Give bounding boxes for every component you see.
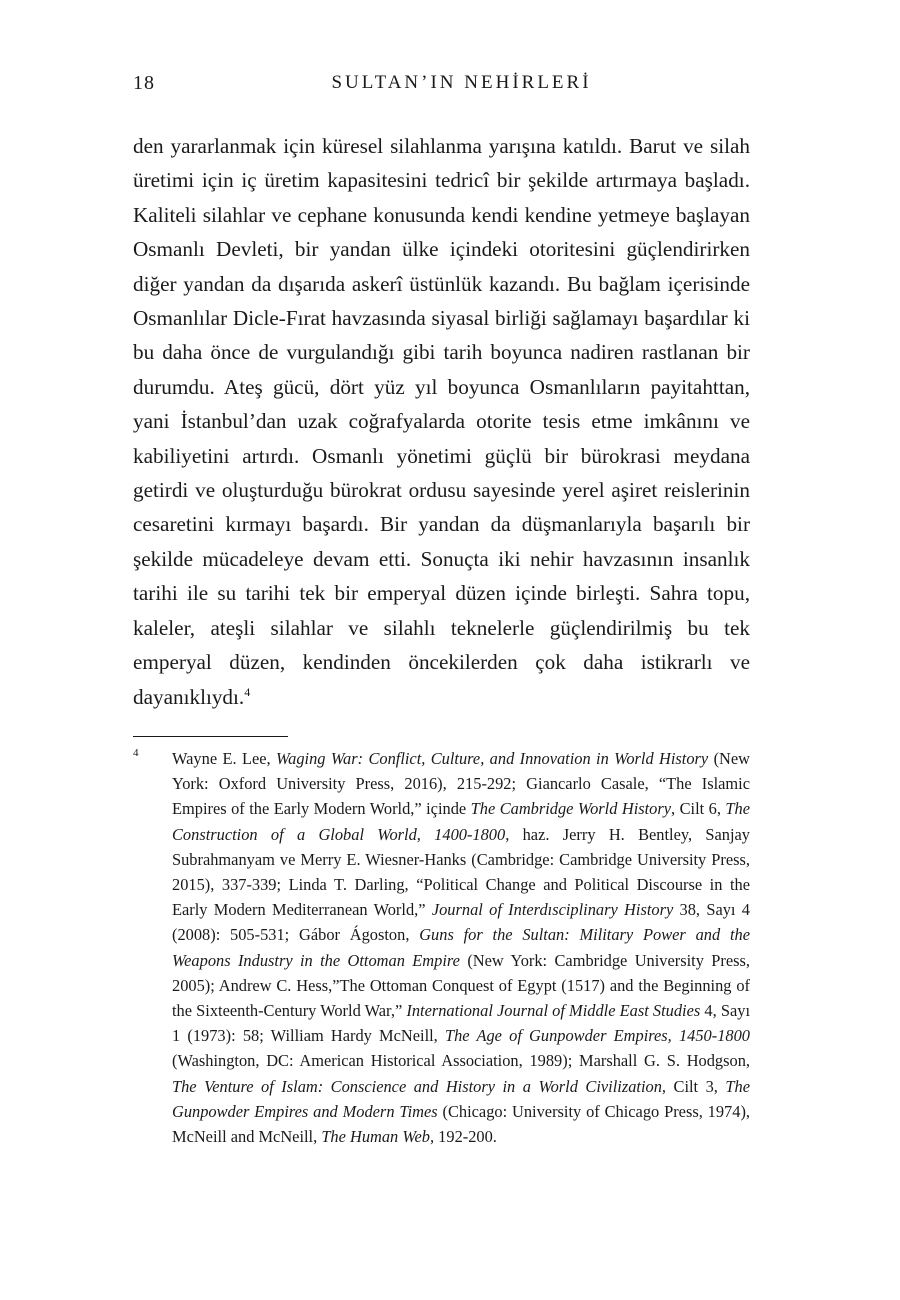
footnote-title: Waging War: Conflict, Culture, and Innovation in World History bbox=[276, 749, 709, 768]
footnote-run: , haz. Jerry H. Bentley, Sanjay Subrahmanyam ve Merry E. Wiesner-Hanks (Cambridge: Cambridge University Press, 2015), 337-339; Linda T. Darling, “Political Change and Political Discourse in the Early Modern Mediterranean World,” bbox=[172, 824, 750, 920]
footnote-title: The Cambridge World History bbox=[470, 799, 672, 819]
footnote-run: (New York: Oxford University Press, 2016), 215-292; Giancarlo Casale, “The Islamic Empires of the Early Modern World,” içinde bbox=[172, 749, 750, 819]
footnote-run: Wayne E. Lee, bbox=[172, 749, 277, 768]
footnote-run: 4, Sayı 1 (1973): 58; William Hardy McNeill, bbox=[172, 1001, 750, 1046]
footnote-marker: 4 bbox=[133, 747, 139, 759]
footnote bbox=[133, 746, 750, 1149]
page-number: 18 bbox=[133, 72, 155, 94]
footnote-run: (New York: Cambridge University Press, 2005); Andrew C. Hess,”The Ottoman Conquest of Egypt (1517) and the Beginning of the Sixteenth-Century World War,” bbox=[172, 950, 750, 1021]
footnote-title: Journal of Interdısciplinary History bbox=[431, 900, 674, 920]
body-paragraph bbox=[133, 129, 750, 714]
footnote-title: International Journal of Middle East Studies bbox=[406, 1001, 701, 1021]
footnote-title: Guns for the Sultan: Military Power and the Weapons Industry in the Ottoman Empire bbox=[172, 925, 750, 970]
footnote-title: The Age of Gunpowder Empires, 1450-1800 bbox=[444, 1026, 750, 1046]
footnote-reference[interactable]: 4 bbox=[244, 684, 251, 699]
footnote-title: The Construction of a Global World, 1400-1800 bbox=[172, 799, 751, 844]
footnote-run: Cilt 3, bbox=[666, 1076, 726, 1096]
footnote-run: (Washington, DC: American Historical Association, 1989); Marshall G. S. Hodgson, bbox=[172, 1051, 750, 1071]
footnote-title: The Gunpowder Empires and Modern Times bbox=[172, 1076, 751, 1121]
page-header bbox=[133, 72, 750, 100]
footnote-text bbox=[172, 746, 750, 1149]
footnote-title: The Human Web, bbox=[321, 1127, 435, 1147]
footnote-run: 38, Sayı 4 (2008): 505-531; Gábor Ágoston, bbox=[172, 900, 750, 945]
footnote-run: (Chicago: University of Chicago Press, 1974), McNeill and McNeill, bbox=[172, 1101, 751, 1147]
body-text: den yararlanmak için küresel silahlanma yarışına katıldı. Barut ve silah üretimi için iç üretim kapasitesini tedricî bir şekilde artırmaya başladı. Kaliteli silahlar ve cephane konusunda kendi kendine yetmeye başlayan Osmanlı Devleti, bir yandan ülke içindeki otoritesini güçlendirirken diğer yandan da dışarıda askerî üstünlük kazandı. Bu bağlam içerisinde Osmanlılar Dicle-Fırat havzasında siyasal birliği sağlamayı başardılar ki bu daha önce de vurgulandığı gibi tarih boyunca nadiren rastlanan bir durumdu. Ateş gücü, dört yüz yıl boyunca Osmanlıların payitahttan, yani İstanbul’dan uzak coğrafyalarda otorite tesis etme imkânını ve kabiliyetini artırdı. Osmanlı yönetimi güçlü bir bürokrasi meydana getirdi ve oluşturduğu bürokrat ordusu sayesinde yerel aşiret reislerinin cesaretini kırmayı başardı. Bir yandan da düşmanlarıyla başarılı bir şekilde mücadeleye devam etti. Sonuçta iki nehir havzasının insanlık tarihi ile su tarihi tek bir emperyal düzen içinde birleşti. Sahra topu, kaleler, ateşli silahlar ve silahlı teknelerle güçlendirilmiş bu tek emperyal düzen, kendinden öncekilerden çok daha istikrarlı ve dayanıklıydı. bbox=[133, 134, 750, 709]
footnote-separator bbox=[133, 736, 288, 737]
footnote-run: , Cilt 6, bbox=[671, 799, 726, 819]
footnote-title: The Venture of Islam: Conscience and History in a World Civilization, bbox=[172, 1076, 667, 1096]
footnote-run: 192-200. bbox=[434, 1127, 497, 1147]
running-title: SULTAN’IN NEHİRLERİ bbox=[331, 72, 592, 93]
